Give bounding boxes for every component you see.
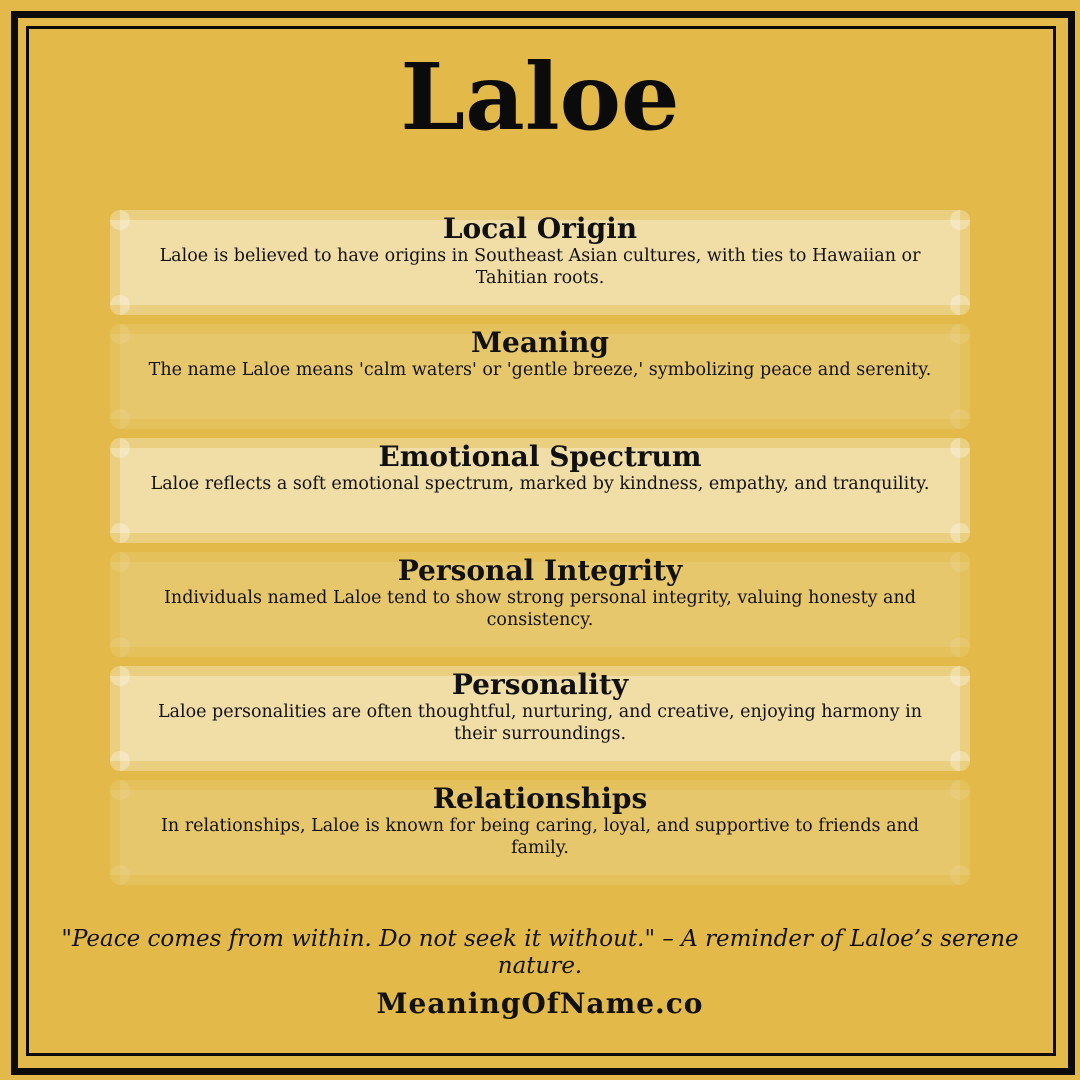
section-card [110,552,970,657]
site-footer: MeaningOfName.co [376,987,704,1020]
section-heading: Meaning [471,326,609,359]
card-background [110,637,130,657]
section-card [110,210,970,315]
section-body: In relationships, Laloe is known for being caring, loyal, and supportive to friends and family. [161,816,919,858]
card-background [950,295,970,315]
section-card [110,666,970,771]
section-heading: Relationships [432,782,648,815]
card-background [110,751,130,771]
section-card [110,780,970,885]
card-background [110,865,130,885]
card-background [110,523,130,543]
section-heading: Emotional Spectrum [378,440,702,473]
section-heading: Local Origin [442,212,638,245]
card-background [950,865,970,885]
section-card [110,438,970,543]
card-background [950,409,970,429]
section-body: Individuals named Laloe tend to show strong personal integrity, valuing honesty and consistency. [164,588,916,630]
section-body: Laloe is believed to have origins in Southeast Asian cultures, with ties to Hawaiian or Tahitian roots. [159,246,921,288]
section-body: Laloe reflects a soft emotional spectrum, marked by kindness, empathy, and tranquility. [150,474,930,494]
section-card [110,324,970,429]
card-background [950,637,970,657]
section-heading: Personality [451,668,629,701]
card-background [950,523,970,543]
card-background [110,295,130,315]
card-background [950,751,970,771]
section-body: Laloe personalities are often thoughtful, nurturing, and creative, enjoying harmony in their surroundings. [157,702,923,744]
page-title: Laloe [400,43,680,151]
section-heading: Personal Integrity [397,554,683,587]
quote: "Peace comes from within. Do not seek it without." – A reminder of Laloe’s serene nature. [61,926,1019,979]
card-background [110,409,130,429]
section-body: The name Laloe means 'calm waters' or 'gentle breeze,' symbolizing peace and serenity. [148,360,932,380]
